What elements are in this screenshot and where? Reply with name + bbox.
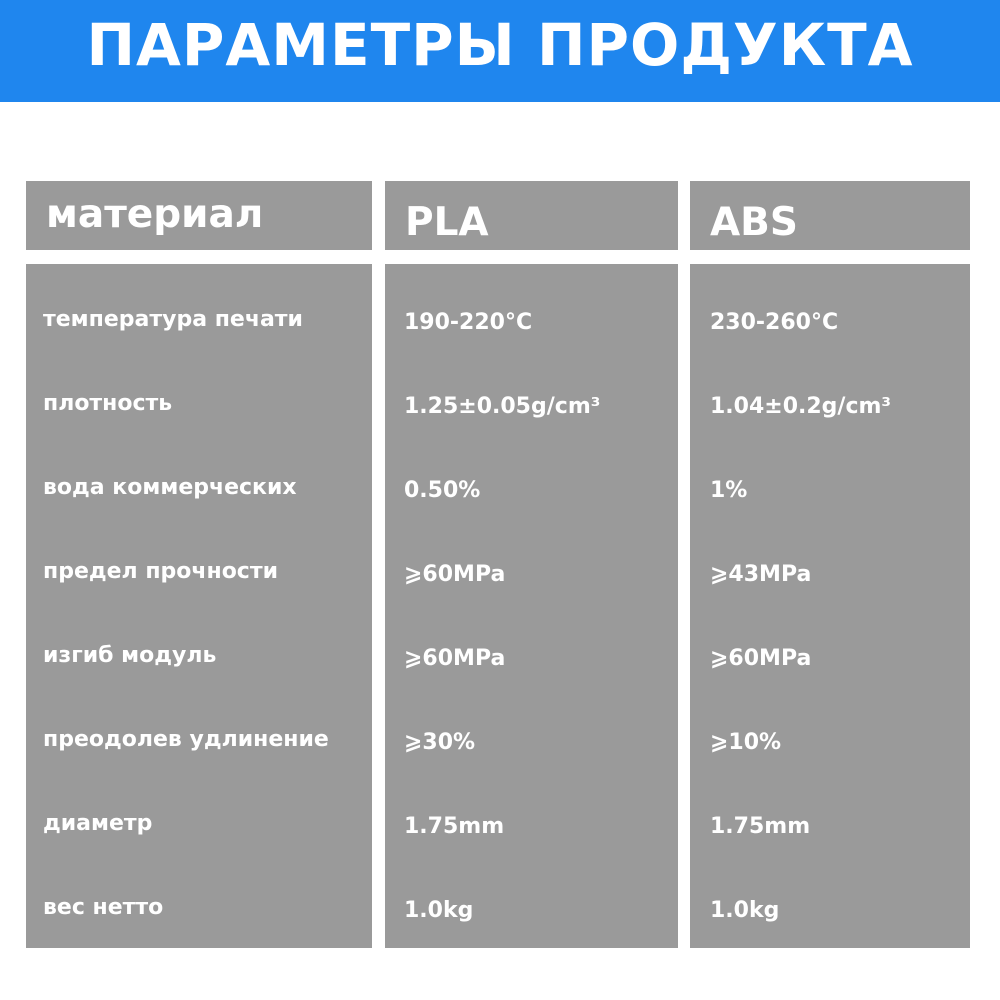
row-label: плотность — [43, 391, 173, 416]
abs-value: ⩾10% — [710, 730, 782, 755]
header-pla-label: PLA — [405, 200, 489, 245]
pla-value: ⩾30% — [404, 730, 476, 755]
pla-value: 0.50% — [404, 478, 481, 503]
pla-value: 1.75mm — [404, 814, 505, 839]
row-label: вес нетто — [43, 895, 164, 920]
header-abs-label: ABS — [710, 200, 798, 245]
abs-value: 1% — [710, 478, 748, 503]
row-label: вода коммерческих — [43, 475, 297, 500]
page-title: ПАРАМЕТРЫ ПРОДУКТА — [86, 11, 914, 79]
abs-value: ⩾60MPa — [710, 646, 812, 671]
row-label: преодолев удлинение — [43, 727, 329, 752]
abs-value: ⩾43MPa — [710, 562, 812, 587]
abs-column — [690, 264, 970, 948]
header-cell-abs — [690, 181, 970, 250]
abs-value: 1.04±0.2g/cm³ — [710, 394, 892, 419]
title-banner — [0, 0, 1000, 102]
header-cell-material — [26, 181, 372, 250]
abs-value: 1.0kg — [710, 898, 780, 923]
abs-value: 230-260°C — [710, 310, 839, 335]
pla-column — [385, 264, 678, 948]
pla-value: 1.0kg — [404, 898, 474, 923]
row-label: предел прочности — [43, 559, 279, 584]
header-cell-pla — [385, 181, 678, 250]
abs-value: 1.75mm — [710, 814, 811, 839]
parameter-column — [26, 264, 372, 948]
header-material-label: материал — [46, 192, 264, 237]
pla-value: ⩾60MPa — [404, 646, 506, 671]
row-label: температура печати — [43, 307, 303, 332]
pla-value: ⩾60MPa — [404, 562, 506, 587]
row-label: изгиб модуль — [43, 643, 217, 668]
pla-value: 190-220°C — [404, 310, 533, 335]
pla-value: 1.25±0.05g/cm³ — [404, 394, 601, 419]
row-label: диаметр — [43, 811, 153, 836]
